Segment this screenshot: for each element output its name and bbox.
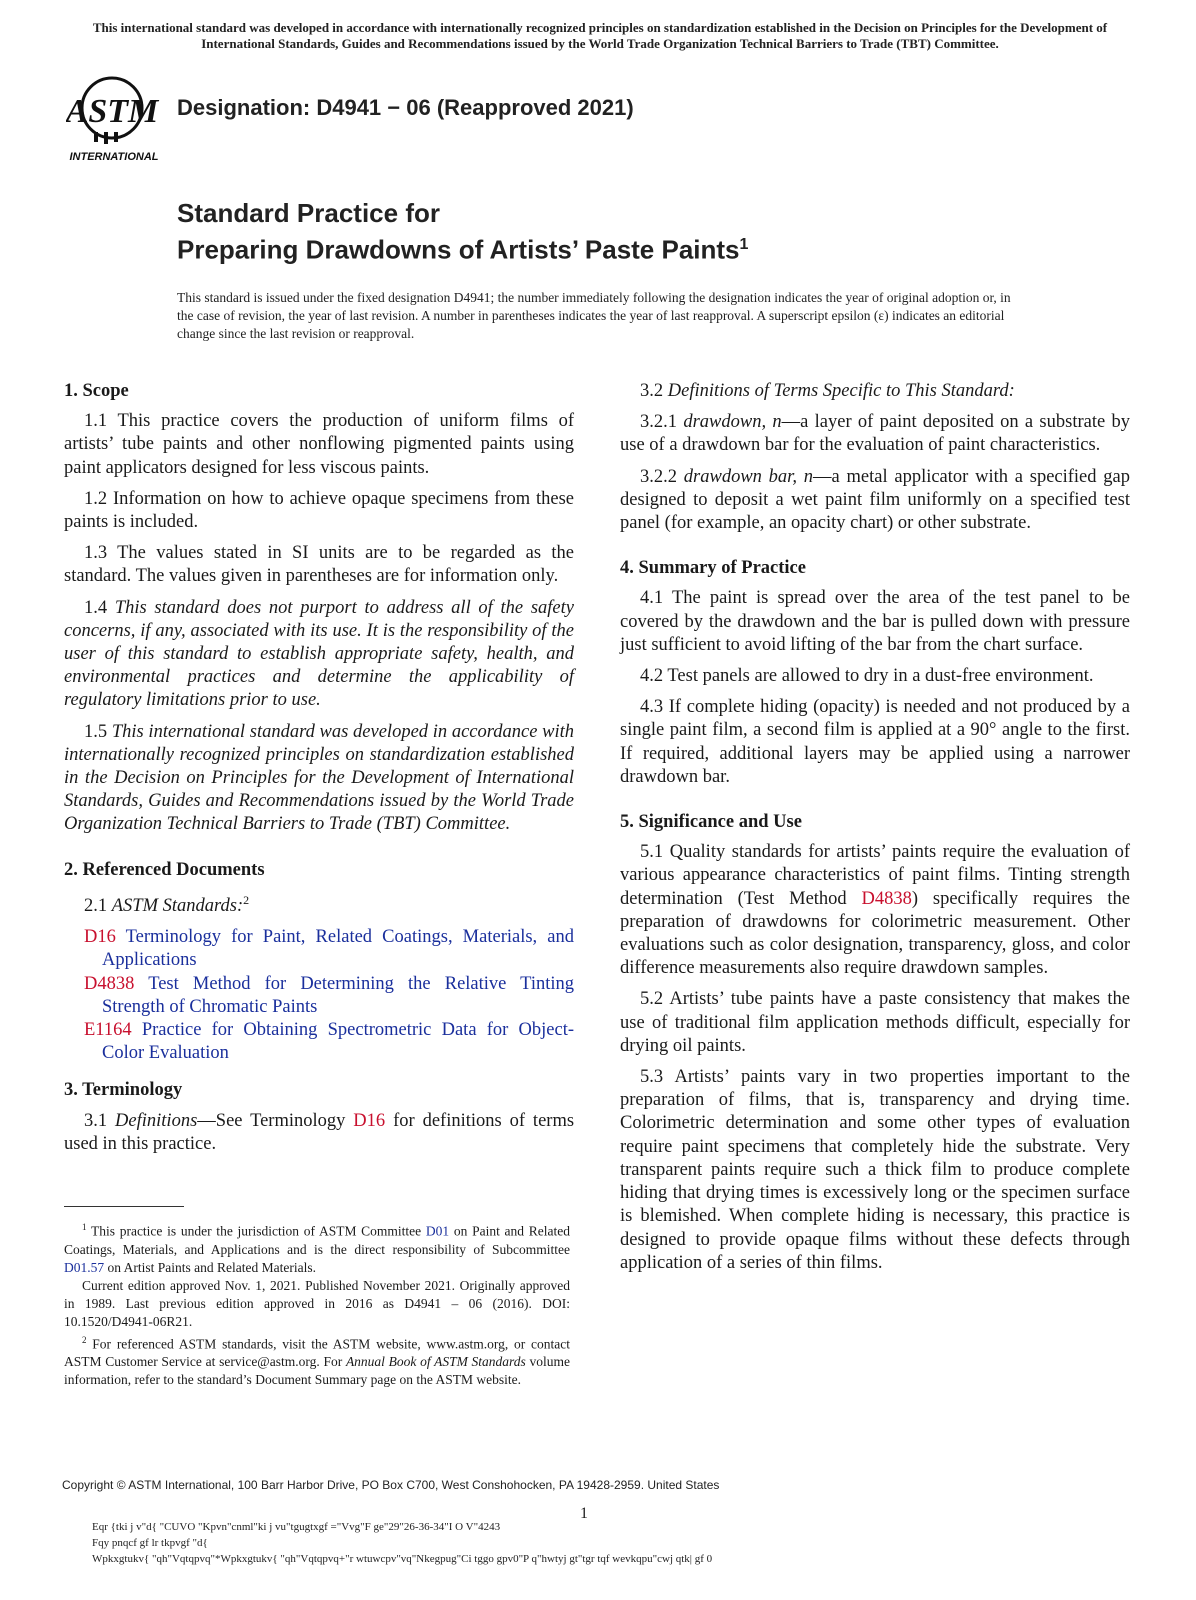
paragraph-3-2	[620, 380, 1130, 403]
paragraph-number: 1.5	[84, 721, 108, 742]
paragraph-4-2: 4.2 Test panels are allowed to dry in a dust-free environment.	[640, 666, 1094, 687]
footnote-mark: 2	[82, 1334, 87, 1345]
reference-title[interactable]: Test Method for Determining the Relative Tinting Strength of Chromatic Paints	[102, 973, 575, 1017]
reference-link[interactable]: D16	[353, 1110, 386, 1131]
paragraph-3-2-1	[620, 411, 1130, 457]
paragraph-5-1	[620, 841, 1130, 980]
page-number: 1	[580, 1505, 588, 1522]
footnote-text: For referenced ASTM standards, visit the ASTM website, www.astm.org, or contact ASTM Customer Service at service@astm.org. For	[64, 1336, 570, 1369]
title-line-1: Standard Practice for	[177, 198, 440, 228]
paragraph-1-2: 1.2 Information on how to achieve opaque specimens from these paints is included.	[64, 488, 574, 533]
astm-logo	[66, 70, 166, 165]
section-heading-significance: 5. Significance and Use	[620, 812, 802, 833]
section-heading-summary: 4. Summary of Practice	[620, 558, 806, 579]
paragraph-4-3: 4.3 If complete hiding (opacity) is needed and not produced by a single paint film, a second film is applied at a 90° angle to the first. If required, additional layers may be applied using a narrower drawdown bar.	[620, 697, 1130, 787]
footnote-divider	[64, 1206, 184, 1207]
title-line-2-text: Preparing Drawdowns of Artists’ Paste Paints	[177, 234, 740, 265]
paragraph-number: 2.1	[84, 896, 108, 917]
reference-item[interactable]	[64, 926, 574, 972]
license-line: Eqr {tki j v"d{ "CUVO "Kpvn"cnml"ki j vu"tgugtxgf ="Vvg"F ge"29"26-36-34"I O V"4243	[92, 1521, 501, 1533]
subcommittee-link[interactable]: D01.57	[64, 1259, 105, 1275]
footnote-text: Annual Book of ASTM Standards	[345, 1354, 526, 1369]
reference-title[interactable]: Terminology for Paint, Related Coatings, Materials, and Applications	[102, 927, 575, 971]
paragraph-2-1	[64, 889, 574, 918]
footnote-mark: 1	[82, 1222, 87, 1232]
paragraph-4-1: 4.1 The paint is spread over the area of the test panel to be covered by the drawdown and the bar is pulled down with pressure just sufficient to avoid lifting of the bar from the chart surface.	[620, 588, 1130, 655]
left-column	[64, 380, 574, 1164]
footnote-text: on Artist Paints and Related Materials.	[107, 1259, 316, 1275]
footnote-2	[64, 1331, 570, 1390]
committee-link[interactable]: D01	[425, 1223, 450, 1239]
paragraph-3-2-2	[620, 466, 1130, 536]
paragraph-number: 3.2.1	[640, 412, 677, 433]
paragraph-number: 3.2.2	[640, 466, 677, 487]
paragraph-1-1: 1.1 This practice covers the production of uniform films of artists’ tube paints and other nonflowing pigmented paints using paint applicators designed for less viscous paints.	[64, 411, 574, 478]
reference-code[interactable]: D4838	[84, 973, 135, 994]
paragraph-text: ) specifically requires the preparation of drawdowns for colorimetric measurement. Other evaluations such as color designation, transparency, gloss, and color difference measurements also require drawdown samples.	[620, 888, 1131, 979]
paragraph-text: —See Terminology	[197, 1110, 346, 1131]
svg-text:ASTM: ASTM	[66, 93, 159, 130]
section-heading-scope: 1. Scope	[64, 381, 129, 401]
top-notice: This international standard was developed in accordance with internationally recognized principles on standardization established in the Decision on Principles for the Development of International Standards, Guides and Recommendations issued by the World Trade Organization Technical Barriers to Trade (TBT) Committee.	[92, 20, 1108, 51]
license-line: Wpkxgtukv{ "qh"Vqtqpvq"*Wpkxgtukv{ "qh"Vqtqpvq+"r wtuwcpv"vq"Nkegpug"Ci tggo gpv0"P q"hwtyj gt"tgr tqf wevkqpu"cwj qtk| gf 0	[92, 1553, 713, 1565]
paragraph-number: 3.2	[640, 381, 664, 401]
section-heading-references: 2. Referenced Documents	[64, 859, 265, 880]
paragraph-text: for definitions of terms used in this practice.	[64, 1110, 575, 1154]
paragraph-number: 1.4	[84, 597, 108, 618]
paragraph-text: This standard does not purport to address all of the safety concerns, if any, associated with its use. It is the responsibility of the user of this standard to establish appropriate safety, health, and environmental practices and determine the applicability of regulatory limitations prior to use.	[64, 597, 574, 711]
reference-code[interactable]: E1164	[84, 1020, 132, 1041]
section-heading-terminology: 3. Terminology	[64, 1080, 183, 1101]
copyright-notice: Copyright © ASTM International, 100 Barr Harbor Drive, PO Box C700, West Conshohocken, PA 19428-2959. United States	[62, 1478, 720, 1492]
term: Definitions	[115, 1110, 198, 1131]
paragraph-1-5	[64, 721, 574, 837]
reference-item[interactable]	[64, 973, 574, 1019]
footnote-mark: 2	[243, 892, 250, 907]
svg-text:INTERNATIONAL: INTERNATIONAL	[69, 151, 159, 163]
paragraph-5-3: 5.3 Artists’ paints vary in two properties important to the preparation of films, that is, transparency and drying time. Colorimetric determination and some other types of evaluation require paint specimens that completely hide the substrate. Very transparent paints require such a thick film to produce complete hiding that drying times is excessively long or the specimen surface is blemished. When complete hiding is necessary, this practice is designed to provide opaque films without these defects through application of a series of thin films.	[620, 1067, 1130, 1273]
paragraph-text: ASTM Standards:	[111, 896, 244, 917]
paragraph-text: Definitions of Terms Specific to This Standard:	[667, 381, 1015, 401]
reference-title[interactable]: Practice for Obtaining Spectrometric Data for Object-Color Evaluation	[102, 1020, 574, 1064]
footnote-edition: Current edition approved Nov. 1, 2021. Published November 2021. Originally approved in 1989. Last previous edition approved in 2016 as D4941 – 06 (2016). DOI: 10.1520/D4941-06R21.	[64, 1277, 570, 1329]
paragraph-text: 5.1 Quality standards for artists’ paints require the evaluation of various appearance characteristics of paint films. Tinting strength determination (Test Method	[620, 842, 1130, 909]
footnote-1	[64, 1218, 570, 1277]
paragraph-3-1	[64, 1110, 574, 1156]
license-stamp	[92, 1519, 712, 1567]
paragraph-5-2: 5.2 Artists’ tube paints have a paste consistency that makes the use of traditional film application methods difficult, especially for drying oil paints.	[620, 989, 1130, 1056]
title-footnote-mark: 1	[739, 236, 749, 253]
footnotes	[64, 1218, 570, 1389]
paragraph-1-4	[64, 597, 574, 713]
paragraph-text: —a layer of paint deposited on a substrate by use of a drawdown bar for the evaluation of paint characteristics.	[620, 412, 1130, 456]
reference-link[interactable]: D4838	[861, 888, 912, 909]
title-line-2	[177, 229, 748, 266]
reference-item[interactable]	[64, 1019, 574, 1065]
paragraph-text: This international standard was developed in accordance with internationally recognized principles on standardization established in the Decision on Principles for the Development of International Standards, Guides and Recommendations issued by the World Trade Organization Technical Barriers to Trade (TBT) Committee.	[64, 721, 575, 835]
footnote-text: volume information, refer to the standard’s Document Summary page on the ASTM website.	[64, 1354, 571, 1387]
right-column	[620, 380, 1130, 1283]
paragraph-number: 3.1	[84, 1110, 108, 1131]
term: drawdown, n	[683, 412, 782, 433]
footnote-text: on Paint and Related Coatings, Materials, and Applications and is the direct responsibility of Subcommittee	[64, 1223, 570, 1257]
term: drawdown bar, n	[683, 466, 813, 487]
footnote-text: This practice is under the jurisdiction of ASTM Committee	[90, 1223, 422, 1239]
license-line: Fqy pnqcf gf lr tkpvgf "d{	[92, 1537, 208, 1549]
paragraph-text: —a metal applicator with a specified gap designed to deposit a wet paint film uniformly on a specified test panel (for example, an opacity chart) or other substrate.	[620, 466, 1131, 534]
designation: Designation: D4941 − 06 (Reapproved 2021)	[177, 95, 634, 120]
issuance-note: This standard is issued under the fixed designation D4941; the number immediately following the designation indicates the year of original adoption or, in the case of revision, the year of last revision. A number in parentheses indicates the year of last reapproval. A superscript epsilon (ε) indicates an editorial change since the last revision or reapproval.	[177, 290, 1011, 341]
reference-code[interactable]: D16	[84, 927, 116, 948]
paragraph-1-3: 1.3 The values stated in SI units are to be regarded as the standard. The values given in parentheses are for information only.	[64, 543, 574, 587]
document-title	[177, 197, 748, 266]
